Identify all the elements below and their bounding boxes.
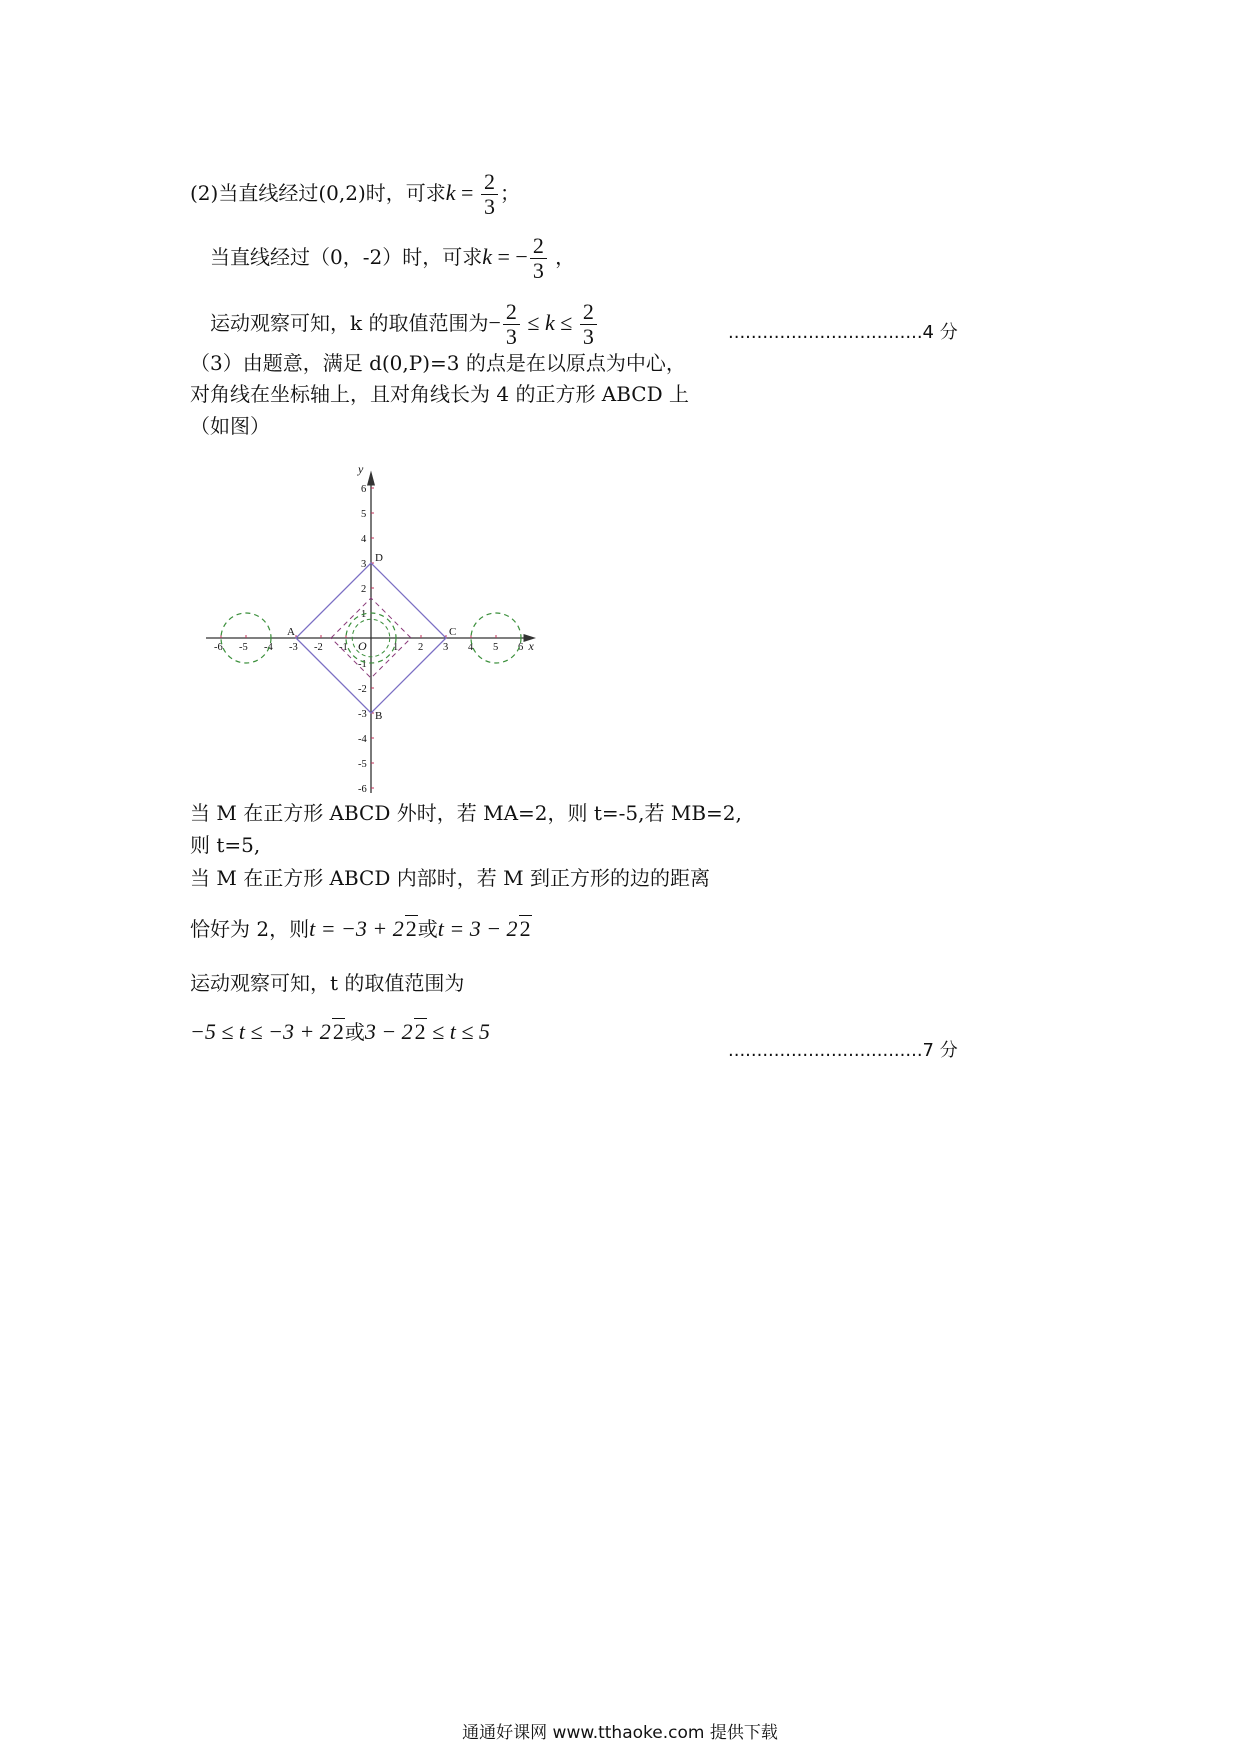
or-word: 或 <box>417 917 438 941</box>
vertex-label-d: D <box>375 552 383 564</box>
vertex-label-c: C <box>449 626 457 638</box>
math-expression: −5 ≤ t ≤ −3 + 2 <box>190 1019 331 1044</box>
range-intro: 运动观察可知，t 的取值范围为 <box>190 971 465 995</box>
or-word: 或 <box>344 1020 365 1044</box>
math-expression: 3 − 2 <box>364 1019 413 1044</box>
fraction <box>580 300 597 349</box>
part2-line1-text: (2)当直线经过(0,2)时，可求 <box>190 181 446 205</box>
math-expression: ≤ t ≤ 5 <box>426 1019 490 1044</box>
y-tick-label: -6 <box>358 784 367 793</box>
fraction-denominator: 3 <box>483 194 495 219</box>
x-tick-label: 2 <box>418 642 424 653</box>
vertex-label-b: B <box>375 710 383 722</box>
footer: 通通好课网 www.tthaoke.com 提供下载 <box>462 1723 778 1743</box>
fraction <box>530 234 547 283</box>
part2-line1 <box>190 170 520 219</box>
x-tick-label: -2 <box>314 642 323 653</box>
math-expression: t = −3 + 2 <box>309 916 404 941</box>
origin-label: O <box>358 639 367 653</box>
x-tick-label: -4 <box>264 642 273 653</box>
fraction-numerator: 2 <box>580 300 597 325</box>
x-tick-label: 3 <box>443 642 449 653</box>
y-tick-label: -4 <box>358 734 367 745</box>
fraction-numerator: 2 <box>481 170 498 195</box>
coordinate-figure <box>196 448 556 793</box>
var-k: k <box>482 244 492 269</box>
part2-line3 <box>210 300 599 349</box>
fraction-denominator: 3 <box>582 324 594 349</box>
x-axis-label: x <box>528 639 534 653</box>
var-k: k <box>445 180 456 205</box>
sqrt-radicand: 2 <box>519 916 531 941</box>
leq-sign: ≤ <box>554 310 578 335</box>
vertex-label-a: A <box>287 626 295 638</box>
outside-line2: 则 t=5, <box>190 833 261 857</box>
math-expression: t = 3 − 2 <box>437 916 518 941</box>
minus-sign: − <box>488 310 501 335</box>
inside-line2-text: 恰好为 2，则 <box>190 917 310 941</box>
y-tick-label: 1 <box>361 609 367 620</box>
punctuation: ； <box>499 181 520 205</box>
x-tick-label: -3 <box>289 642 298 653</box>
fraction <box>503 300 520 349</box>
y-tick-label: -5 <box>358 759 367 770</box>
y-tick-label: 5 <box>361 509 367 520</box>
y-tick-label: -3 <box>358 709 367 720</box>
y-tick-label: 2 <box>361 584 367 595</box>
part3-para-line3: （如图） <box>190 414 270 438</box>
part3-para-line2: 对角线在坐标轴上，且对角线长为 4 的正方形 ABCD 上 <box>190 382 690 406</box>
part2-line3-text: 运动观察可知，k 的取值范围为 <box>210 311 489 335</box>
score-4: ..................................4 分 <box>728 322 958 343</box>
inside-line2 <box>190 915 532 942</box>
sqrt-radicand: 2 <box>405 916 417 941</box>
x-tick-label: 4 <box>468 642 474 653</box>
fraction-denominator: 3 <box>505 324 517 349</box>
leq-sign: ≤ <box>521 310 545 335</box>
equals-minus: = − <box>491 244 528 269</box>
punctuation: ， <box>548 245 576 269</box>
part2-line2 <box>210 234 575 283</box>
y-tick-label: 3 <box>361 559 367 570</box>
y-axis-label: y <box>358 462 364 476</box>
equals-sign: = <box>455 180 479 205</box>
x-tick-label: 1 <box>393 642 399 653</box>
y-tick-label: 4 <box>361 534 367 545</box>
sqrt-radicand: 2 <box>332 1019 344 1044</box>
score-7: ..................................7 分 <box>728 1040 958 1061</box>
x-tick-label: -5 <box>239 642 248 653</box>
fraction <box>481 170 498 219</box>
outside-line1: 当 M 在正方形 ABCD 外时，若 MA=2，则 t=-5,若 MB=2, <box>190 801 742 825</box>
inside-line1: 当 M 在正方形 ABCD 内部时，若 M 到正方形的边的距离 <box>190 866 710 890</box>
y-tick-label: 6 <box>361 484 367 495</box>
fraction-numerator: 2 <box>503 300 520 325</box>
y-tick-label: -1 <box>358 659 367 670</box>
x-tick-label: -1 <box>339 642 348 653</box>
fraction-denominator: 3 <box>532 258 544 283</box>
y-tick-label: -2 <box>358 684 367 695</box>
x-tick-label: 5 <box>493 642 499 653</box>
y-axis-arrow-icon <box>367 471 375 486</box>
fraction-numerator: 2 <box>530 234 547 259</box>
sqrt-radicand: 2 <box>414 1019 426 1044</box>
part2-line2-text: 当直线经过（0，-2）时，可求 <box>210 245 483 269</box>
var-k: k <box>544 310 555 335</box>
x-tick-label: 6 <box>518 642 524 653</box>
x-tick-label: -6 <box>214 642 223 653</box>
range-expression <box>190 1018 490 1045</box>
part3-para-line1: （3）由题意，满足 d(0,P)=3 的点是在以原点为中心， <box>190 351 686 375</box>
